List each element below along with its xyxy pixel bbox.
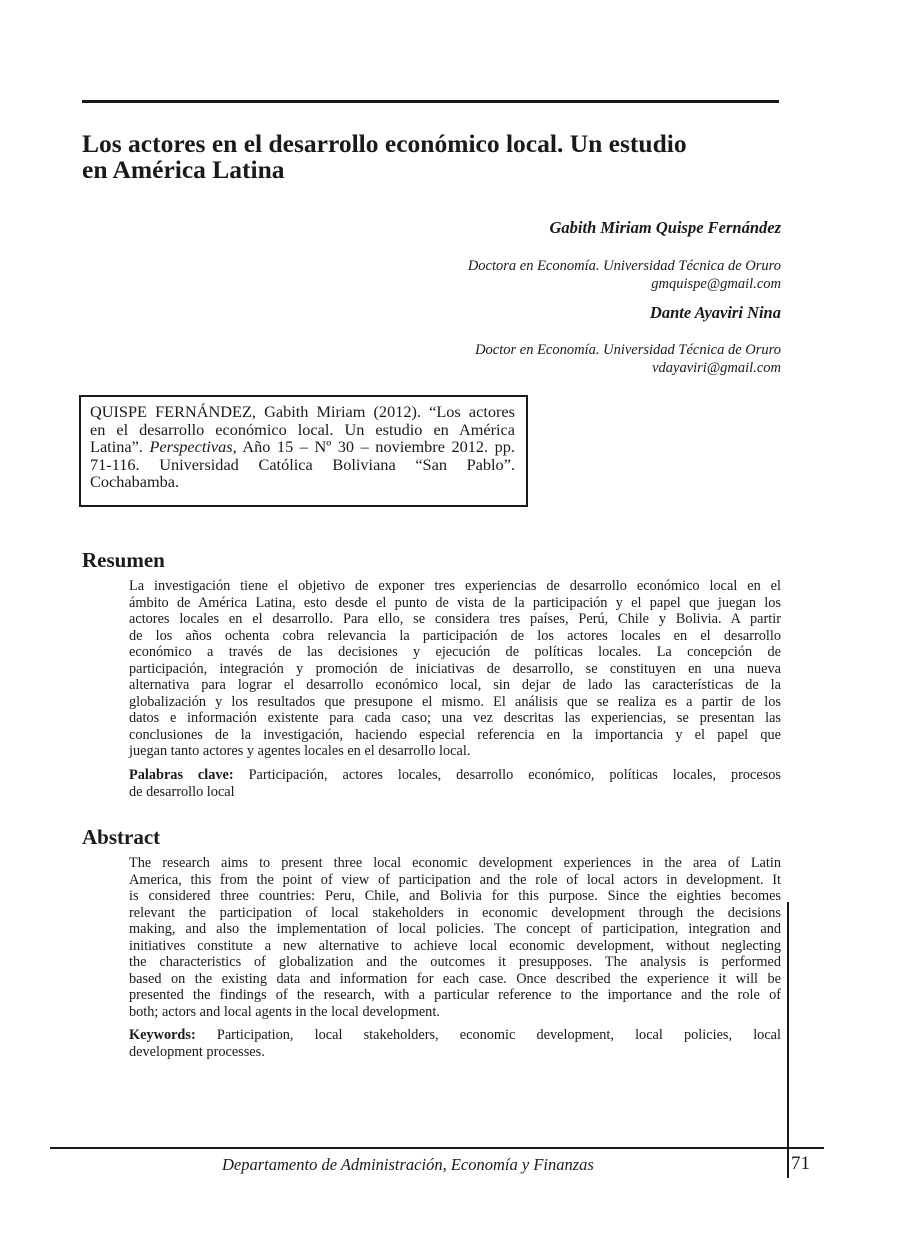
paragraph-line: initiatives constitute a new alternative to achieve local economic development, without neglecting bbox=[129, 937, 781, 954]
resumen-heading: Resumen bbox=[82, 548, 165, 572]
article-title bbox=[82, 131, 782, 183]
journal-name: Perspectivas bbox=[149, 437, 233, 457]
keywords-line bbox=[129, 767, 781, 784]
page-number: 71 bbox=[791, 1153, 810, 1174]
citation-line: 71-116. Universidad Católica Boliviana “San Pablo”. bbox=[90, 454, 515, 474]
citation-box bbox=[79, 395, 528, 507]
author-email-2: vdayaviri@gmail.com bbox=[652, 360, 781, 376]
paragraph-line: conclusiones de la investigación, haciendo especial referencia en la importancia y el papel que bbox=[129, 726, 781, 743]
paragraph-line: is considered three countries: Peru, Chile, and Bolivia for this purpose. Since the eighties becomes bbox=[129, 888, 781, 904]
author-affiliation-1 bbox=[468, 257, 781, 293]
paragraph-line: relevant the participation of local stakeholders in economic development through the decisions bbox=[129, 904, 781, 921]
paragraph-line: presented the findings of the research, with a particular reference to the importance and the role of bbox=[129, 987, 781, 1003]
abstract-keywords bbox=[129, 1027, 781, 1060]
paragraph-line: alternativa para lograr el desarrollo económico local, sin dejar de lado las características de la bbox=[129, 677, 781, 693]
resumen-body bbox=[129, 578, 781, 760]
paragraph-line: La investigación tiene el objetivo de exponer tres experiencias de desarrollo económico local en el bbox=[129, 578, 781, 594]
top-rule bbox=[82, 100, 779, 103]
keywords-label: Palabras clave: bbox=[129, 767, 234, 783]
resumen-keywords bbox=[129, 767, 781, 800]
margin-rule bbox=[787, 902, 789, 1178]
paragraph-line: de los años ochenta cobra relevancia la participación de los actores locales en el desarrollo bbox=[129, 627, 781, 644]
keywords-text: Participación, actores locales, desarrollo económico, políticas locales, procesos bbox=[233, 767, 781, 783]
author-email-1: gmquispe@gmail.com bbox=[651, 276, 781, 292]
citation-line: Cochabamba. bbox=[90, 472, 180, 492]
paragraph-line: both; actors and local agents in the local development. bbox=[129, 1003, 440, 1020]
paragraph-line: participación, integración y promoción de iniciativas de desarrollo, se constituyen en una nueva bbox=[129, 660, 781, 677]
citation-text: , Año 15 – Nº 30 – noviembre 2012. pp. bbox=[232, 437, 516, 457]
title-line-1: Los actores en el desarrollo económico local. Un estudio bbox=[82, 129, 687, 158]
citation-line: en el desarrollo económico local. Un estudio en América bbox=[90, 419, 515, 439]
paragraph-line: the characteristics of globalization and the outcomes it presupposes. The analysis is performed bbox=[129, 954, 781, 970]
paragraph-line: The research aims to present three local economic development experiences in the area of Latin bbox=[129, 855, 781, 871]
paragraph-line: globalización y los resultados que presupone el mismo. El análisis que se realiza es a partir de los bbox=[129, 693, 781, 710]
citation-line: QUISPE FERNÁNDEZ, Gabith Miriam (2012). “Los actores bbox=[90, 402, 515, 421]
abstract-heading: Abstract bbox=[82, 825, 161, 849]
abstract-body bbox=[129, 855, 781, 1020]
affiliation-text-2: Doctor en Economía. Universidad Técnica de Oruro bbox=[475, 342, 781, 358]
citation-text: Latina”. bbox=[90, 437, 150, 457]
citation-line bbox=[90, 438, 515, 456]
author-name-1: Gabith Miriam Quispe Fernández bbox=[549, 218, 781, 237]
paragraph-line: ámbito de América Latina, esto desde el punto de vista de la participación y el papel que juegan los bbox=[129, 594, 781, 611]
title-line-2: en América Latina bbox=[82, 155, 285, 184]
paragraph-line: making, and also the implementation of local policies. The concept of participation, integration and bbox=[129, 921, 781, 937]
paragraph-line: America, this from the point of view of participation and the role of local actors in development. It bbox=[129, 871, 781, 888]
keywords-line: development processes. bbox=[129, 1043, 265, 1060]
paragraph-line: juegan tanto actores y agentes locales en el desarrollo local. bbox=[129, 743, 471, 759]
paragraph-line: actores locales en el desarrollo. Para ello, se considera tres países, Perú, Chile y Bolivia. A partir bbox=[129, 611, 781, 627]
author-affiliation-2 bbox=[475, 341, 781, 377]
author-name-2: Dante Ayaviri Nina bbox=[649, 303, 781, 322]
footer-department: Departamento de Administración, Economía y Finanzas bbox=[222, 1155, 594, 1174]
paragraph-line: datos e información existente para cada caso; una vez descritas las experiencias, se presentan las bbox=[129, 710, 781, 726]
keywords-label: Keywords: bbox=[129, 1027, 196, 1043]
footer-rule bbox=[50, 1147, 824, 1149]
keywords-line bbox=[129, 1027, 781, 1044]
paragraph-line: económico a través de las decisiones y ejecución de políticas locales. La concepción de bbox=[129, 644, 781, 660]
keywords-line: de desarrollo local bbox=[129, 783, 235, 800]
keywords-text: Participation, local stakeholders, economic development, local policies, local bbox=[195, 1027, 781, 1043]
paragraph-line: based on the existing data and information for each case. Once described the experience it will be bbox=[129, 970, 781, 987]
affiliation-text-1: Doctora en Economía. Universidad Técnica de Oruro bbox=[467, 258, 781, 274]
